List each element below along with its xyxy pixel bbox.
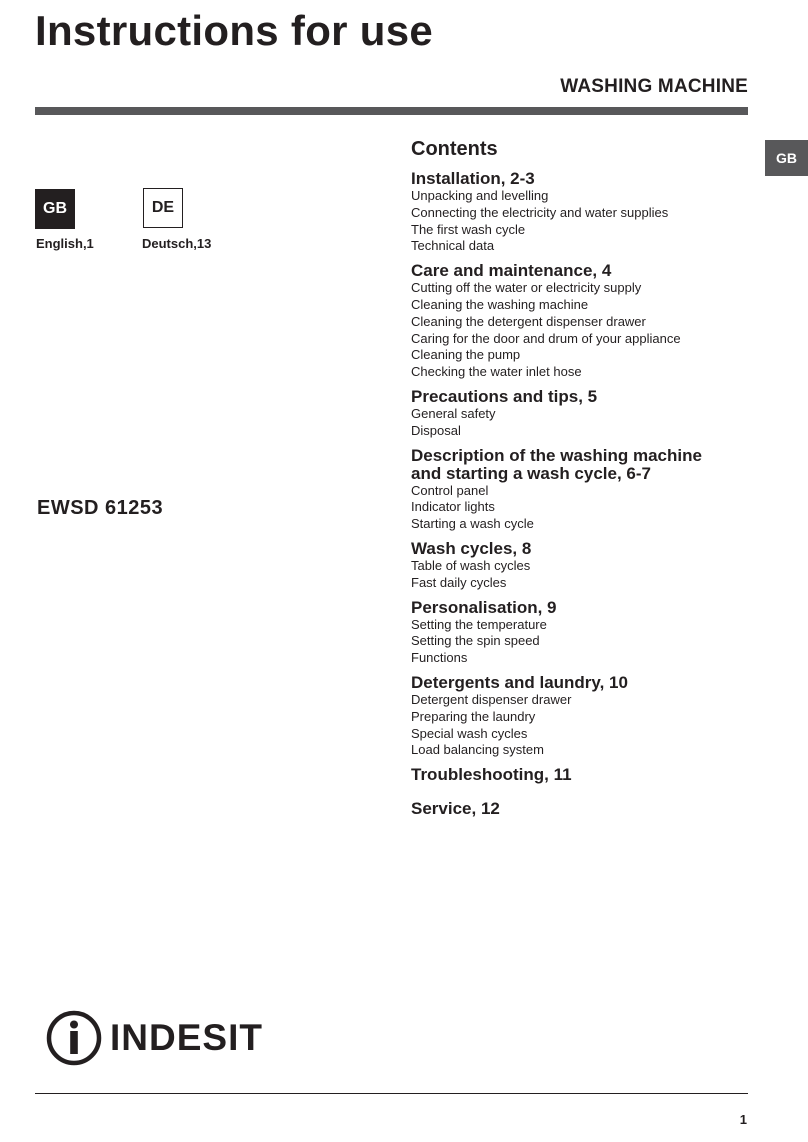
toc-item: Cleaning the detergent dispenser drawer [411, 313, 646, 329]
toc-item: Indicator lights [411, 499, 495, 515]
toc-item: Table of wash cycles [411, 557, 531, 573]
toc-item: General safety [411, 405, 496, 421]
toc-section-care [411, 262, 751, 381]
toc-section-title: Installation, 2-3 [411, 169, 535, 188]
top-rule [35, 107, 748, 115]
toc-section-title: Care and maintenance, 4 [411, 261, 612, 281]
toc-item: Cutting off the water or electricity supply [411, 280, 642, 296]
toc-item: Caring for the door and drum of your appliance [411, 330, 681, 346]
language-side-tab: GB [765, 140, 808, 176]
toc-item: Technical data [411, 238, 495, 254]
toc-item: Control panel [411, 482, 489, 498]
language-label-deutsch: Deutsch,13 [142, 236, 212, 251]
document-subtitle: WASHING MACHINE [560, 76, 748, 97]
toc-item: Checking the water inlet hose [411, 364, 582, 380]
model-number: EWSD 61253 [37, 497, 164, 519]
toc-item: Load balancing system [411, 742, 544, 758]
toc-section-troubleshooting [411, 766, 751, 783]
toc-section-title: Detergents and laundry, 10 [411, 672, 628, 692]
contents-heading: Contents [411, 138, 498, 160]
toc-item: Setting the spin speed [411, 633, 540, 649]
toc-item: Connecting the electricity and water supplies [411, 204, 669, 220]
toc-item: Disposal [411, 422, 461, 438]
indesit-logo-icon [46, 1010, 102, 1066]
toc-section-title-line-2: and starting a wash cycle, 6-7 [411, 463, 651, 483]
language-badge-gb: GB [35, 189, 75, 229]
toc-section-service [411, 800, 751, 817]
indesit-logo [46, 1010, 263, 1066]
toc-section-title: Troubleshooting, 11 [411, 765, 572, 785]
toc-item: Detergent dispenser drawer [411, 691, 572, 707]
toc-item: Special wash cycles [411, 725, 528, 741]
logo-wordmark: INDESIT [110, 1017, 263, 1058]
bottom-rule [35, 1093, 748, 1094]
toc-item: Functions [411, 650, 468, 666]
toc-section-description [411, 447, 751, 533]
toc-section-precautions [411, 388, 751, 440]
toc-section-title: Wash cycles, 8 [411, 538, 532, 558]
language-label-english: English,1 [36, 236, 94, 251]
toc-section-title: Personalisation, 9 [411, 597, 557, 617]
toc-section-title: Service, 12 [411, 799, 500, 819]
toc-item: Unpacking and levelling [411, 188, 549, 203]
toc-item: Cleaning the washing machine [411, 296, 589, 312]
page-number: 1 [739, 1112, 747, 1127]
toc-item: Setting the temperature [411, 616, 547, 632]
toc-section-title-line-1: Description of the washing machine [411, 445, 702, 465]
page-title: Instructions for use [35, 7, 434, 54]
toc-item: The first wash cycle [411, 221, 526, 237]
toc-item: Cleaning the pump [411, 347, 521, 363]
table-of-contents [411, 136, 751, 824]
toc-item: Fast daily cycles [411, 574, 507, 590]
toc-item: Starting a wash cycle [411, 516, 534, 532]
toc-section-detergents [411, 674, 751, 759]
toc-section-wash-cycles [411, 540, 751, 592]
toc-section-installation [411, 170, 751, 255]
toc-section-personalisation [411, 599, 751, 667]
language-badge-de: DE [143, 188, 183, 228]
toc-item: Preparing the laundry [411, 708, 536, 724]
toc-section-title: Precautions and tips, 5 [411, 386, 598, 406]
